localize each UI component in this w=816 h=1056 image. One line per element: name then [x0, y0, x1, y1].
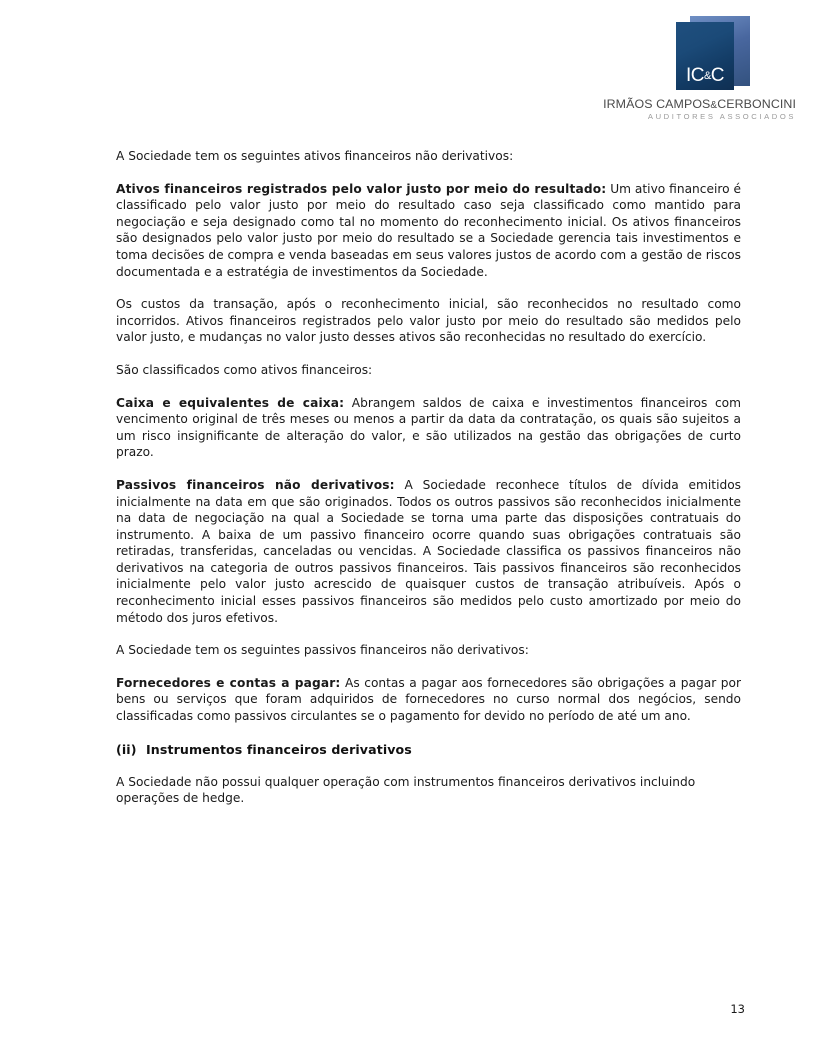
- paragraph-cash-equivalents: [116, 395, 741, 461]
- page-number: 13: [730, 1002, 745, 1016]
- paragraph-non-derivative-liabilities: [116, 477, 741, 626]
- logo-company-name-part1: IRMÃOS CAMPOS: [603, 97, 711, 111]
- page-content: [116, 148, 741, 823]
- logo-monogram-ampersand: &: [703, 70, 711, 82]
- paragraph-intro-assets: A Sociedade tem os seguintes ativos financeiros não derivativos:: [116, 149, 514, 163]
- paragraph-suppliers-payables-text: As contas a pagar aos fornecedores são obrigações a pagar por bens ou serviços que foram adquiridos de fornecedores no curso normal dos negócios, sendo classificadas como passivos circulantes se o pagamento for devido no período de até um ano.: [116, 675, 741, 724]
- lead-in-fair-value-assets: Ativos financeiros registrados pelo valor justo por meio do resultado:: [116, 181, 607, 196]
- logo-company-name: [540, 98, 796, 111]
- logo-monogram-c: C: [710, 65, 725, 86]
- paragraph-fair-value-assets-text: Um ativo financeiro é classificado pelo valor justo por meio do resultado caso seja classificado como mantido para negociação e seja designado como tal no momento do reconhecimento inicial. Os ativos financeiros são designados pelo valor justo por meio do resultado se a Sociedade gerencia tais investimentos e toma decisões de compra e venda baseadas em seus valores justos de acordo com a gestão de riscos documentada e a estratégia de investimentos da Sociedade.: [116, 181, 742, 279]
- logo-monogram-ic: IC: [685, 65, 704, 86]
- logo-mark-icon: [676, 14, 752, 90]
- paragraph-intro-liabilities: A Sociedade tem os seguintes passivos financeiros não derivativos:: [116, 643, 529, 658]
- section-heading-number: (ii): [116, 741, 137, 757]
- paragraph-classified-as-assets: São classificados como ativos financeiros:: [116, 362, 373, 377]
- lead-in-suppliers-payables: Fornecedores e contas a pagar:: [116, 675, 341, 690]
- paragraph-derivative-instruments: A Sociedade não possui qualquer operação com instrumentos financeiros derivativos incluindo operações de hedge.: [116, 774, 696, 806]
- section-heading-title: Instrumentos financeiros derivativos: [146, 741, 412, 757]
- company-logo: [540, 14, 796, 126]
- logo-company-name-ampersand: &: [710, 100, 718, 111]
- paragraph-suppliers-payables: [116, 675, 741, 725]
- lead-in-cash-equivalents: Caixa e equivalentes de caixa:: [116, 395, 345, 410]
- paragraph-fair-value-assets: [116, 181, 741, 281]
- logo-company-subtitle: AUDITORES ASSOCIADOS: [647, 112, 796, 121]
- lead-in-non-derivative-liabilities: Passivos financeiros não derivativos:: [116, 477, 395, 492]
- paragraph-transaction-costs: Os custos da transação, após o reconhecimento inicial, são reconhecidos no resultado como incorridos. Ativos financeiros registrados pelo valor justo por meio do resultado são medidos pelo valor justo, e mudanças no valor justo desses ativos são reconhecidas no resultado do exercício.: [116, 297, 741, 345]
- logo-monogram: [676, 66, 734, 85]
- logo-company-name-part2: CERBONCINI: [717, 97, 796, 111]
- paragraph-non-derivative-liabilities-text: A Sociedade reconhece títulos de dívida emitidos inicialmente na data em que são originados. Todos os outros passivos são reconhecidos inicialmente na data de negociação na qual a Sociedade se torna uma parte das disposições contratuais do instrumento. A baixa de um passivo financeiro ocorre quando suas obrigações contratuais são retiradas, transferidas, canceladas ou vencidas. A Sociedade classifica os passivos financeiros não derivativos na categoria de outros passivos financeiros. Tais passivos financeiros são reconhecidos inicialmente pelo valor justo acrescido de quaisquer custos de transação atribuíveis. Após o reconhecimento inicial esses passivos financeiros são medidos pelo custo amortizado por meio do método dos juros efetivos.: [116, 477, 742, 625]
- logo-front-panel: [676, 22, 734, 90]
- paragraph-cash-equivalents-text: Abrangem saldos de caixa e investimentos financeiros com vencimento original de três meses ou menos a partir da data da contratação, os quais são sujeitos a um risco insignificante de alteração do valor, e são utilizados na gestão das obrigações de curto prazo.: [116, 395, 741, 460]
- section-heading-derivative-instruments: [116, 741, 741, 758]
